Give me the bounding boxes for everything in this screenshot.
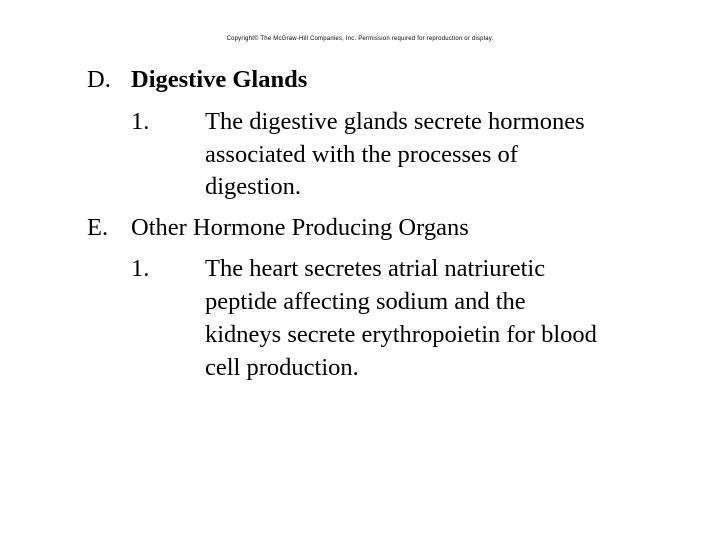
section-e-item-1-line-1: The heart secretes atrial natriuretic	[205, 255, 546, 282]
section-d-item-1-line-1: The digestive glands secrete hormones	[205, 108, 585, 135]
section-e-title: Other Hormone Producing Organs	[131, 214, 469, 241]
copyright-notice: Copyright© The McGraw-Hill Companies, Inc. Permission required for reproduction or display.	[226, 36, 494, 42]
section-d-item-1-marker: 1.	[131, 108, 150, 135]
section-d-marker: D.	[87, 66, 111, 93]
section-d-item-1-line-3: digestion.	[205, 173, 301, 200]
section-d-item-1-line-2: associated with the processes of	[205, 141, 518, 168]
section-e-item-1-line-4: cell production.	[205, 354, 359, 381]
section-e-item-1-line-2: peptide affecting sodium and the	[205, 288, 526, 315]
section-d-title: Digestive Glands	[131, 66, 308, 93]
section-e-item-1-line-3: kidneys secrete erythropoietin for blood	[205, 321, 597, 348]
section-e-item-1-marker: 1.	[131, 255, 150, 282]
section-e-marker: E.	[87, 214, 109, 241]
